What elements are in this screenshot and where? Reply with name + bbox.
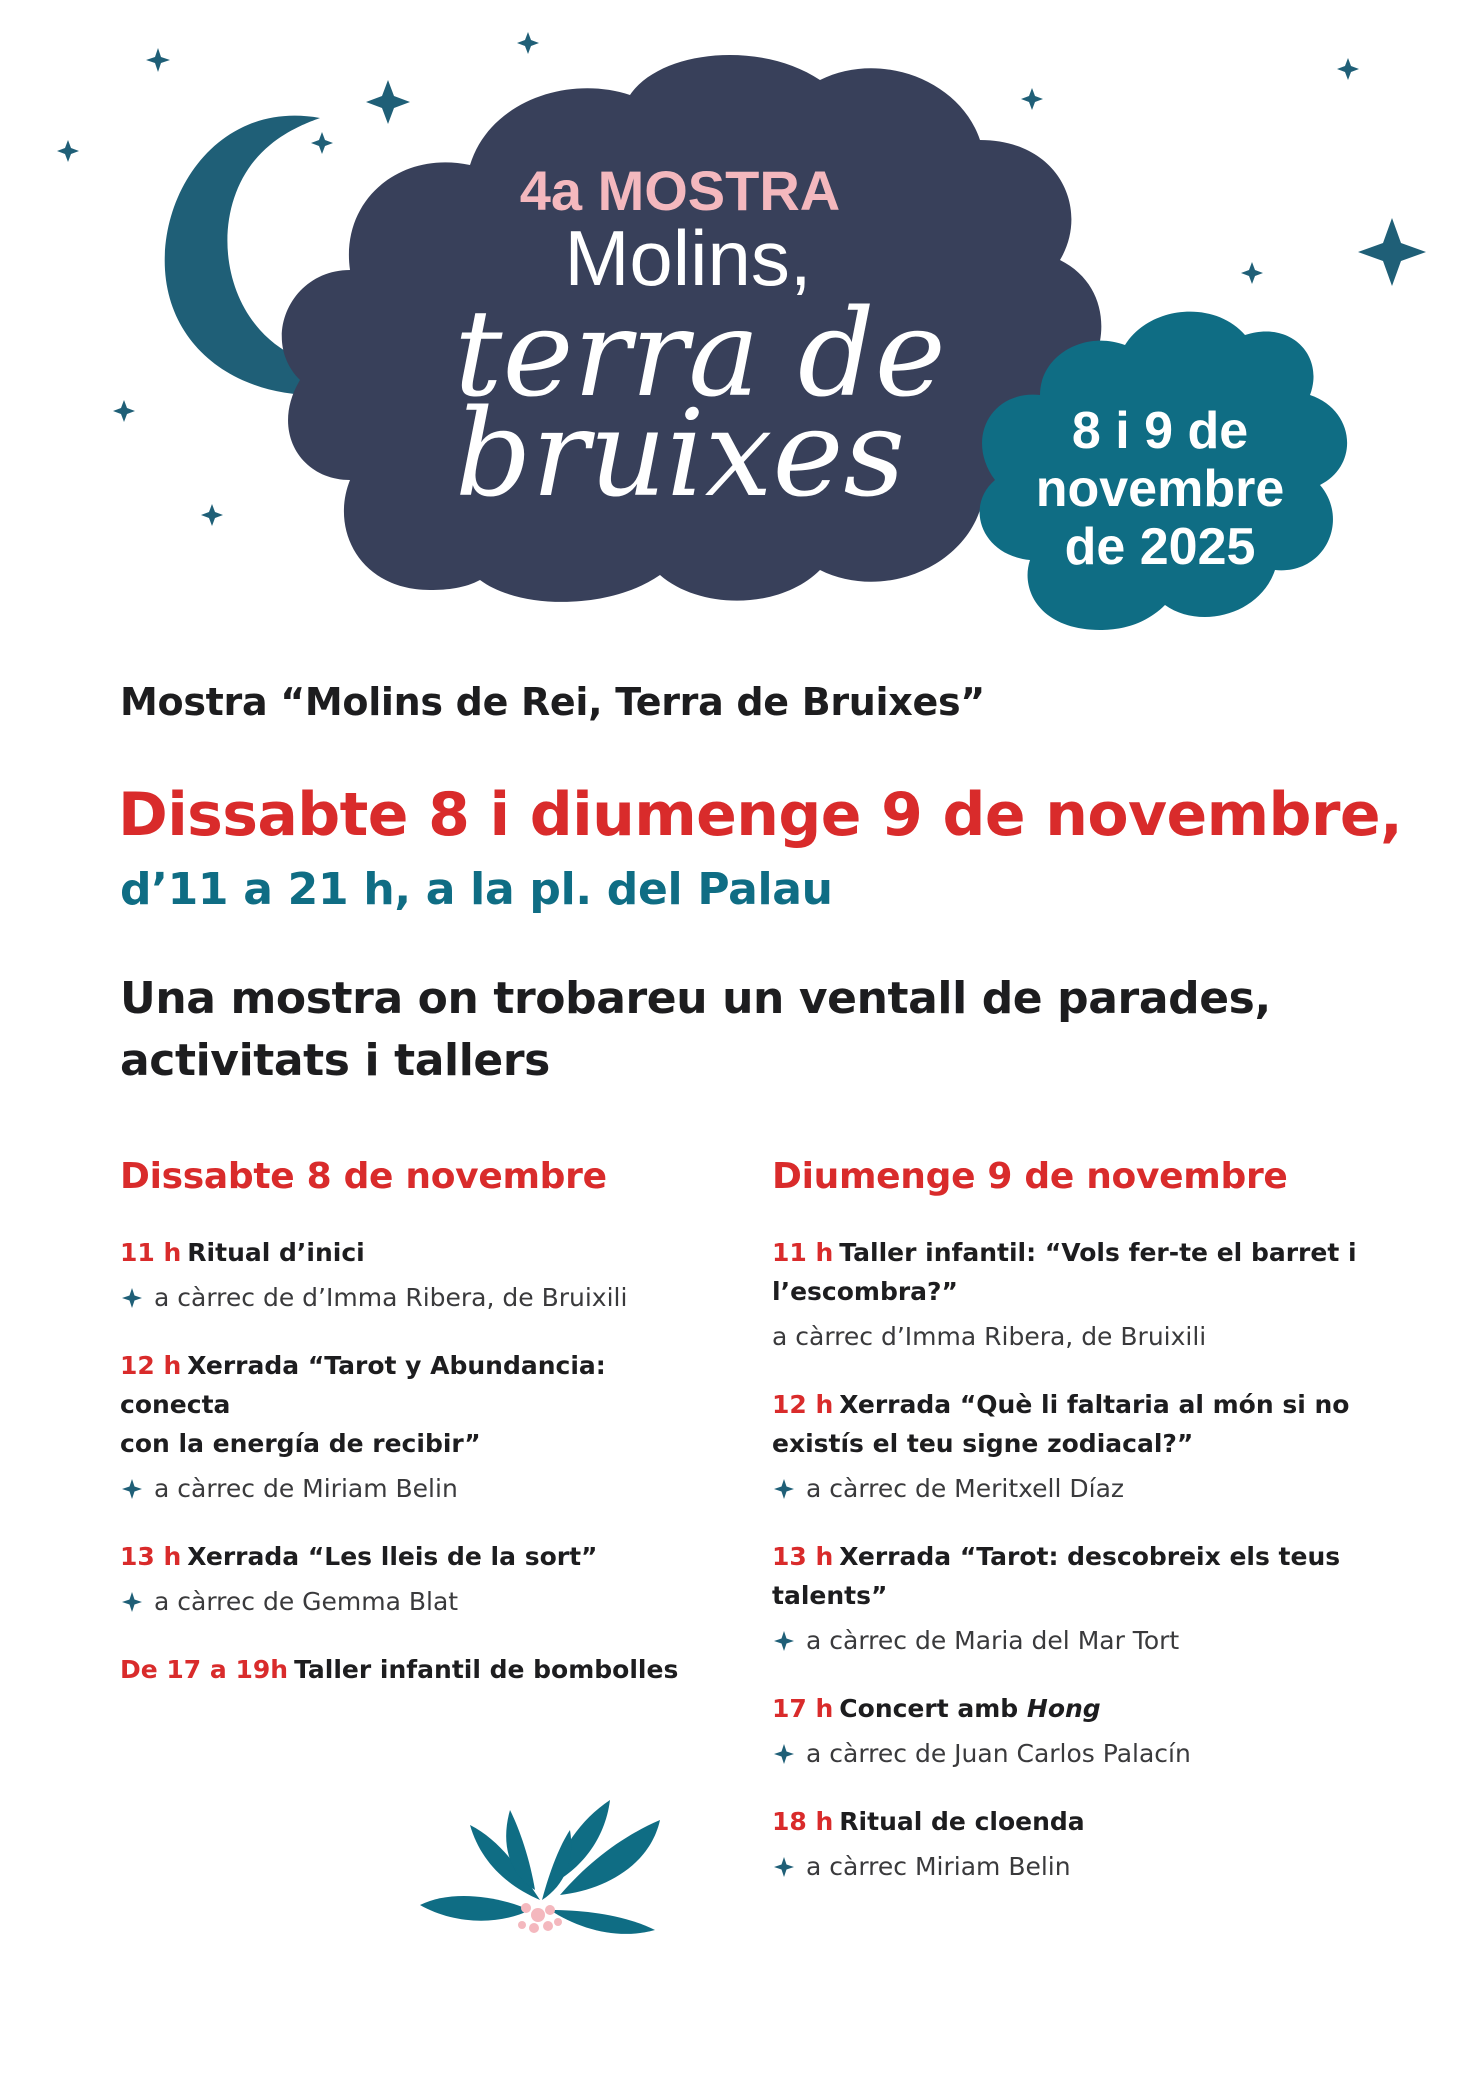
event-host	[772, 1469, 1372, 1509]
dates-line-2: novembre	[1035, 460, 1285, 518]
event-time: 11 h	[120, 1238, 182, 1267]
schedule-event	[772, 1689, 1372, 1774]
event-title-text: existís el teu signe zodiacal?”	[772, 1429, 1194, 1458]
event-subtitle: Mostra “Molins de Rei, Terra de Bruixes”	[120, 680, 985, 724]
event-host	[772, 1317, 1372, 1357]
star-bullet-icon	[120, 1477, 144, 1501]
schedule-event	[120, 1650, 720, 1689]
star-bullet-icon	[772, 1742, 796, 1766]
event-time: 12 h	[120, 1351, 182, 1380]
event-title-line	[120, 1537, 720, 1576]
star-icon	[1337, 58, 1359, 80]
event-title-text: Xerrada “Les lleis de la sort”	[187, 1542, 598, 1571]
event-title-line	[772, 1233, 1372, 1272]
event-title-line	[772, 1424, 1372, 1463]
schedule-event	[772, 1802, 1372, 1887]
schedule-event	[120, 1346, 720, 1509]
event-title-text: Xerrada “Tarot: descobreix els teus	[839, 1542, 1341, 1571]
event-title-text: con la energía de recibir”	[120, 1429, 481, 1458]
event-title-text: Ritual d’inici	[187, 1238, 365, 1267]
schedule-event	[120, 1233, 720, 1318]
event-title-text: talents”	[772, 1581, 888, 1610]
event-title-line	[120, 1424, 720, 1463]
event-host	[772, 1734, 1372, 1774]
event-host-text: a càrrec Miriam Belin	[806, 1852, 1071, 1881]
event-title-line	[120, 1233, 720, 1272]
event-headline: Dissabte 8 i diumenge 9 de novembre,	[118, 780, 1403, 850]
event-description: Una mostra on trobareu un ventall de parades, activitats i tallers	[120, 973, 1271, 1086]
event-title-line	[772, 1802, 1372, 1841]
hero-illustration	[0, 0, 1471, 640]
star-bullet-icon	[772, 1629, 796, 1653]
star-bullet-icon	[120, 1286, 144, 1310]
event-title-text: Taller infantil: “Vols fer-te el barret i	[839, 1238, 1357, 1267]
sunday-schedule	[772, 1156, 1372, 1915]
event-title-line	[772, 1537, 1372, 1576]
event-title-text: Concert amb	[839, 1694, 1027, 1723]
star-icon	[311, 132, 333, 154]
event-title-line	[120, 1650, 720, 1689]
event-time: 18 h	[772, 1807, 834, 1836]
schedule-event	[120, 1537, 720, 1622]
title-line-bruixes: bruixes	[454, 385, 906, 524]
star-bullet-icon	[120, 1590, 144, 1614]
event-title-text: Taller infantil de bombolles	[294, 1655, 679, 1684]
performer-name: Hong	[1026, 1694, 1101, 1723]
sunday-event-list	[772, 1233, 1372, 1887]
event-title-line	[772, 1272, 1372, 1311]
event-time: 12 h	[772, 1390, 834, 1419]
saturday-schedule	[120, 1156, 720, 1717]
event-time: 13 h	[772, 1542, 834, 1571]
event-host-text: a càrrec de Maria del Mar Tort	[806, 1626, 1180, 1655]
star-icon	[1241, 262, 1263, 284]
event-title-line	[772, 1385, 1372, 1424]
event-title-text: Xerrada “Què li faltaria al món si no	[839, 1390, 1350, 1419]
event-time: De 17 a 19h	[120, 1655, 289, 1684]
schedule-event	[772, 1233, 1372, 1357]
event-host-text: a càrrec de Gemma Blat	[154, 1587, 459, 1616]
schedule-event	[772, 1537, 1372, 1661]
star-bullet-icon	[772, 1855, 796, 1879]
event-title-line	[772, 1576, 1372, 1615]
event-title-text: l’escombra?”	[772, 1277, 958, 1306]
event-host	[772, 1621, 1372, 1661]
event-title-line	[120, 1346, 720, 1424]
event-host	[120, 1469, 720, 1509]
title-line-terra-de: terra de	[454, 285, 946, 424]
star-icon	[57, 140, 79, 162]
event-host-text: a càrrec de Juan Carlos Palacín	[806, 1739, 1191, 1768]
event-time: 13 h	[120, 1542, 182, 1571]
star-icon	[201, 504, 223, 526]
event-title-text: Xerrada “Tarot y Abundancia: conecta	[120, 1351, 606, 1419]
star-icon	[517, 32, 539, 54]
star-icon	[1358, 218, 1426, 286]
event-host-text: a càrrec de Meritxell Díaz	[806, 1474, 1125, 1503]
event-host	[120, 1278, 720, 1318]
event-host	[120, 1582, 720, 1622]
event-host-text: a càrrec d’Imma Ribera, de Bruixili	[772, 1322, 1207, 1351]
saturday-event-list	[120, 1233, 720, 1689]
saturday-title: Dissabte 8 de novembre	[120, 1156, 607, 1197]
schedule-event	[772, 1385, 1372, 1509]
event-time-location: d’11 a 21 h, a la pl. del Palau	[120, 864, 833, 915]
sunday-title: Diumenge 9 de novembre	[772, 1156, 1288, 1197]
event-time: 11 h	[772, 1238, 834, 1267]
star-icon	[113, 400, 135, 422]
dates-line-3: de 2025	[1064, 518, 1256, 576]
event-title-text: Ritual de cloenda	[839, 1807, 1085, 1836]
star-icon	[1021, 88, 1043, 110]
star-icon	[146, 48, 170, 72]
star-bullet-icon	[772, 1477, 796, 1501]
leaf-branch-decoration	[410, 1750, 670, 1950]
event-time: 17 h	[772, 1694, 834, 1723]
edition-label: 4a MOSTRA	[519, 159, 841, 222]
dates-line-1: 8 i 9 de	[1071, 402, 1249, 460]
event-title-line	[772, 1689, 1372, 1728]
flower-icon	[518, 1903, 562, 1933]
event-host-text: a càrrec de d’Imma Ribera, de Bruixili	[154, 1283, 628, 1312]
event-host	[772, 1847, 1372, 1887]
title-line-molins: Molins,	[564, 214, 812, 302]
star-icon	[366, 80, 410, 124]
event-host-text: a càrrec de Miriam Belin	[154, 1474, 458, 1503]
